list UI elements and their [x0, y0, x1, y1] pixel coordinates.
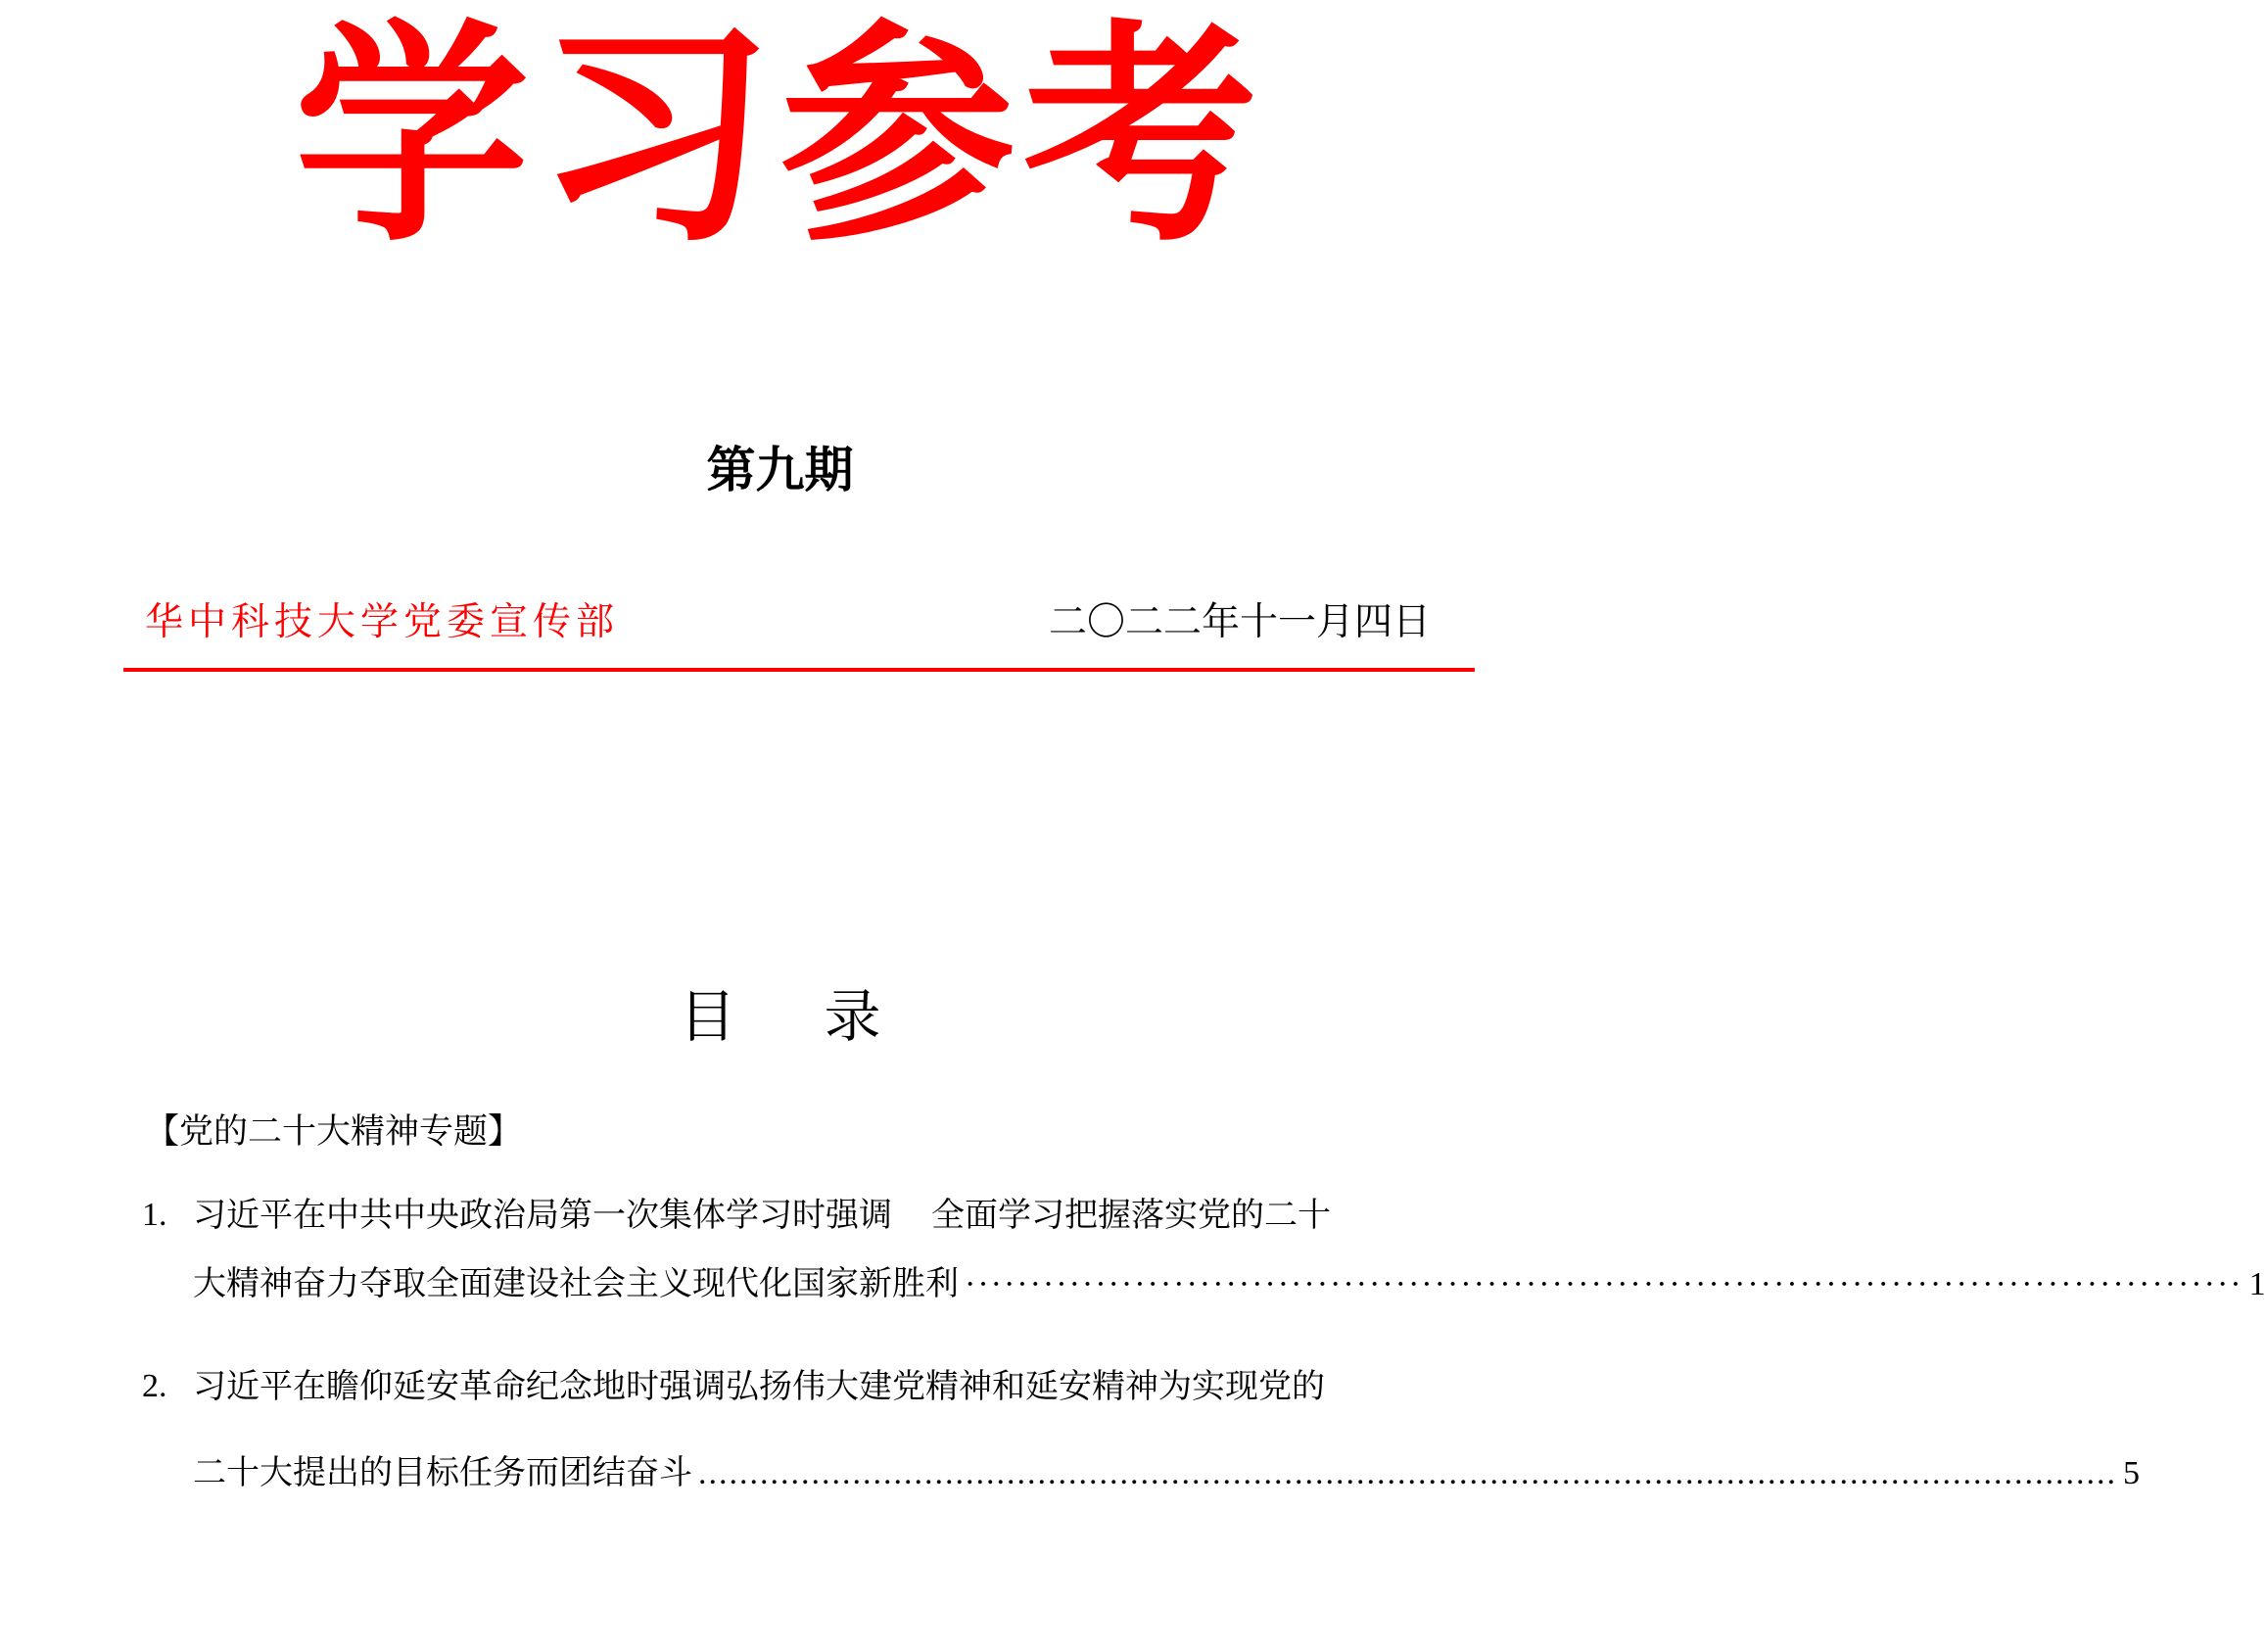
toc-entry-text: 奋力夺取全面建设社会主义现代化国家新胜利 — [293, 1264, 959, 1303]
toc-section-label: 【党的二十大精神专题】 — [145, 1112, 523, 1152]
dot-leader: ·································································································· — [965, 1266, 2243, 1302]
dot-leader: .......................................................................................................................................... — [698, 1455, 2117, 1491]
toc-entry-text: 二十大提出的目标任务而团结奋斗 — [193, 1453, 692, 1492]
toc-entry-number: 2. — [142, 1368, 167, 1404]
toc-entry-line — [193, 1364, 1454, 1409]
issue-number: 第九期 — [706, 442, 854, 498]
toc-entry-number: 1. — [142, 1197, 167, 1233]
toc-entry-text: 习近平在瞻仰延安革命纪念地时强调弘扬伟大建党精神和延安精神为实现党的 — [193, 1367, 1325, 1406]
toc-entry-page: 5 — [2123, 1455, 2140, 1491]
toc-entry-text: 大精神 — [193, 1264, 293, 1303]
toc-title — [0, 982, 1560, 1051]
toc-entry-page: 1 — [2248, 1266, 2266, 1302]
toc-entry-line — [193, 1193, 1454, 1238]
publisher-name: 华中科技大学党委宣传部 — [145, 600, 620, 644]
toc-title-part2: 录 — [824, 983, 881, 1050]
toc-entry-line — [193, 1450, 2140, 1496]
toc-entry-line — [193, 1261, 2266, 1307]
publish-date: 二〇二二年十一月四日 — [1048, 600, 1431, 644]
header-divider — [123, 668, 1475, 672]
toc-entry-text: 习近平在中共中央政治局第一次集体学习时强调 — [193, 1196, 892, 1235]
masthead-title: 学习参考 — [294, 0, 1266, 273]
toc-entry-text: 全面学习把握落实党的二十 — [931, 1196, 1331, 1235]
toc-title-part1: 目 — [679, 983, 736, 1050]
